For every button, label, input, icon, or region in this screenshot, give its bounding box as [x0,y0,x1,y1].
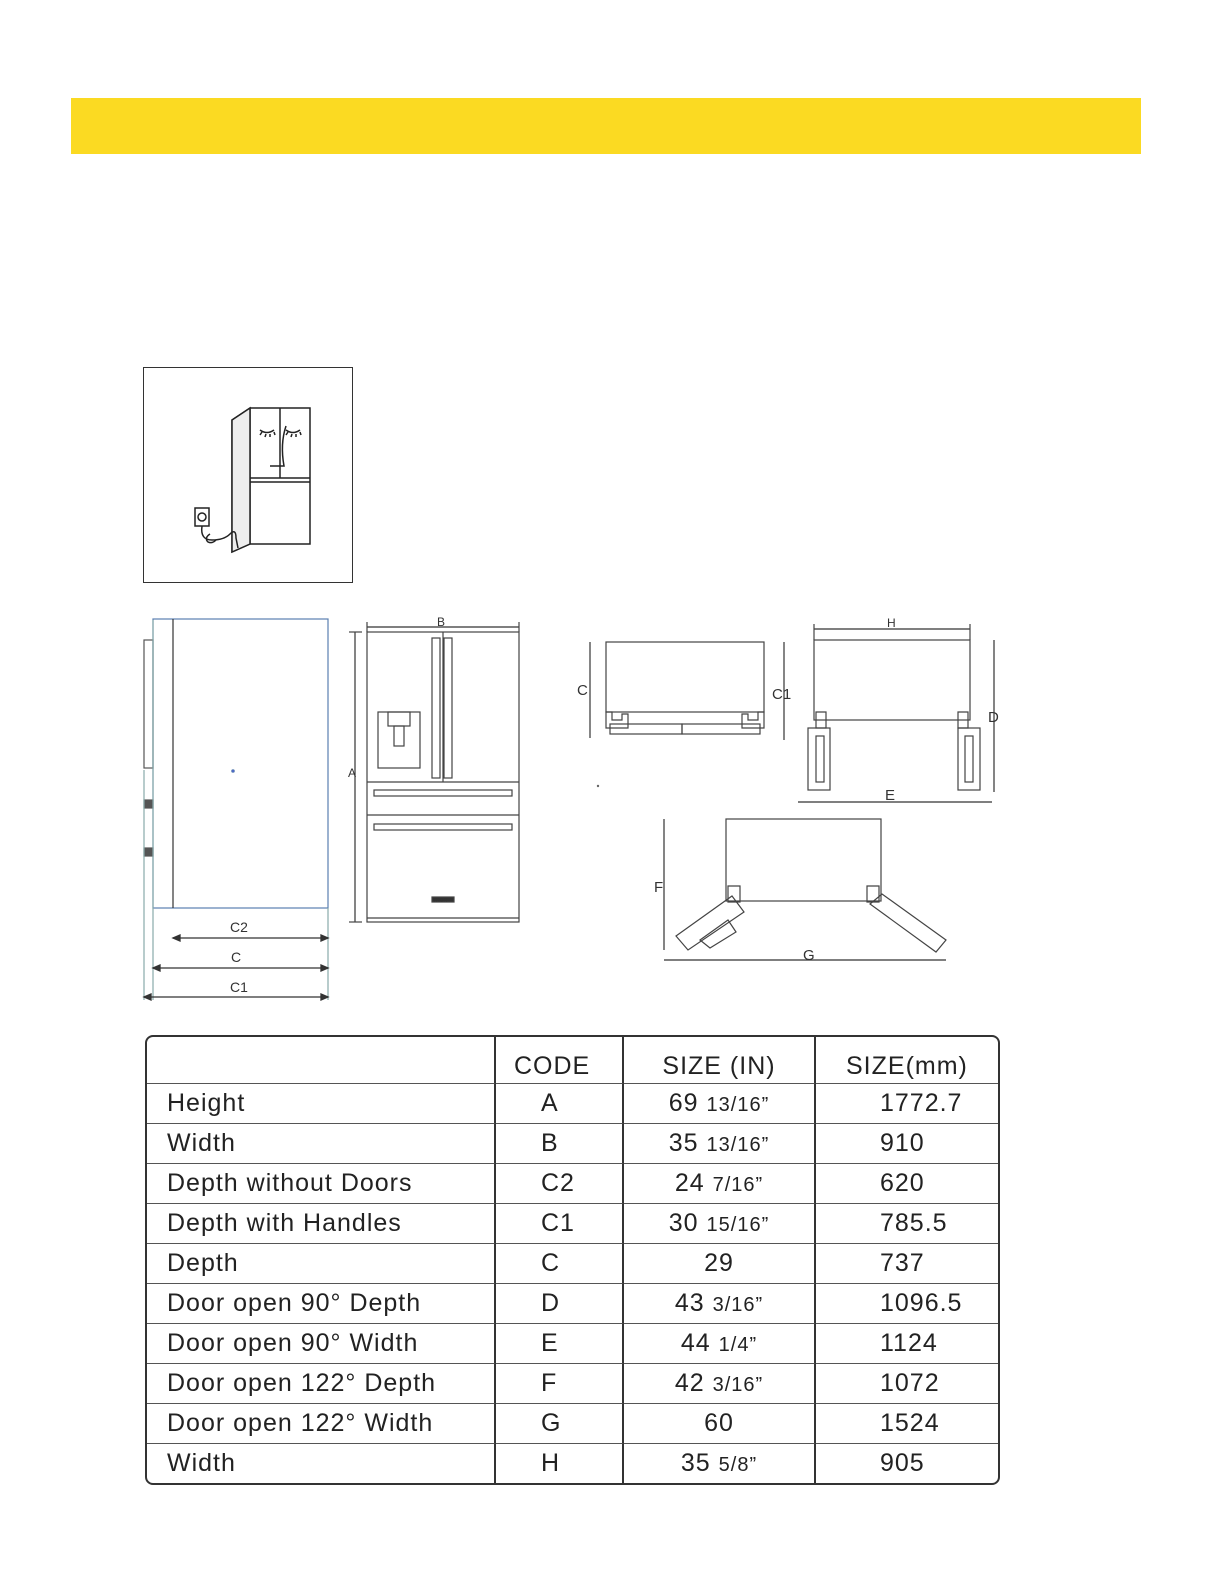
row-size-in [624,1404,816,1444]
row-label: Width [147,1444,496,1483]
row-label: Door open 90° Width [147,1324,496,1364]
size-in-whole: 42 [674,1369,705,1397]
size-in-fraction: 5/8” [718,1454,758,1476]
row-label: Door open 90° Depth [147,1284,496,1324]
table-row [147,1084,998,1124]
size-in-whole: 43 [674,1289,705,1317]
row-label: Depth with Handles [147,1204,496,1244]
row-size-in [624,1124,816,1164]
size-in-whole: 35 [680,1449,711,1477]
row-size-mm: 1096.5 [816,1284,998,1324]
top-view-90 [798,624,994,802]
dimensions-table [145,1035,1000,1485]
dim-label-g: G [803,947,815,964]
size-in-fraction: 7/16” [712,1174,764,1196]
row-code: H [496,1444,624,1483]
row-size-mm: 910 [816,1124,998,1164]
size-in-fraction: 15/16” [706,1214,770,1236]
front-view [349,622,519,922]
side-view [144,619,328,1000]
size-in-whole: 30 [668,1209,699,1237]
row-size-in [624,1244,816,1284]
table-row [147,1164,998,1204]
size-in-whole: 44 [680,1329,711,1357]
row-code: F [496,1364,624,1404]
table-row [147,1204,998,1244]
row-size-mm: 1124 [816,1324,998,1364]
top-view-closed [590,642,784,740]
header-size-mm: SIZE(mm) [816,1037,998,1084]
size-in-whole: 24 [674,1169,705,1197]
table-header-row [147,1037,998,1084]
row-label: Door open 122° Depth [147,1364,496,1404]
row-size-mm: 620 [816,1164,998,1204]
size-in-fraction: 1/4” [718,1334,758,1356]
row-code: C1 [496,1204,624,1244]
row-size-mm: 1524 [816,1404,998,1444]
row-code: B [496,1124,624,1164]
dim-label-c: C [231,949,242,965]
table-row [147,1404,998,1444]
row-code: E [496,1324,624,1364]
dim-label-a: A [348,766,357,780]
row-label: Height [147,1084,496,1124]
dim-label-d: D [988,709,999,726]
table-row [147,1324,998,1364]
size-in-fraction: 13/16” [706,1134,770,1156]
row-size-in [624,1364,816,1404]
dim-label-h: H [887,616,896,630]
row-size-in [624,1164,816,1204]
row-size-in [624,1284,816,1324]
row-code: C [496,1244,624,1284]
row-label: Door open 122° Width [147,1404,496,1444]
row-label: Depth without Doors [147,1164,496,1204]
size-in-whole: 69 [668,1089,699,1117]
row-label: Width [147,1124,496,1164]
brand-logo: THOR [433,898,448,904]
dim-label-b: B [437,615,446,629]
size-in-whole: 60 [704,1409,734,1437]
row-size-mm: 785.5 [816,1204,998,1244]
row-code: D [496,1284,624,1324]
dim-label-c-closed: C [577,682,588,699]
table-row [147,1244,998,1284]
row-size-mm: 1772.7 [816,1084,998,1124]
dim-label-e: E [885,787,896,804]
row-size-mm: 905 [880,1449,925,1477]
row-code: A [496,1084,624,1124]
dim-label-f: F [654,879,664,896]
row-label: Depth [147,1244,496,1284]
row-size-in [624,1444,816,1483]
table-row [147,1284,998,1324]
row-size-in [624,1204,816,1244]
size-in-fraction: 13/16” [706,1094,770,1116]
dim-label-c1: C1 [230,979,248,995]
row-code: C2 [496,1164,624,1204]
row-size-in [624,1324,816,1364]
header-size-in: SIZE (IN) [624,1037,816,1084]
row-code: G [496,1404,624,1444]
dim-label-c2: C2 [230,919,248,935]
size-in-whole: 35 [668,1129,699,1157]
header-blank [147,1037,496,1084]
row-size-in [624,1084,816,1124]
table-row [147,1124,998,1164]
row-size-mm: 1072 [816,1364,998,1404]
dim-label-c1-closed: C1 [772,686,792,703]
header-code: CODE [496,1037,624,1084]
size-in-fraction: 3/16” [712,1294,764,1316]
top-view-122 [664,819,946,960]
row-size-mm: 737 [816,1244,998,1284]
size-in-whole: 29 [704,1249,734,1277]
table-row [147,1364,998,1404]
table-row [147,1444,998,1483]
size-in-fraction: 3/16” [712,1374,764,1396]
